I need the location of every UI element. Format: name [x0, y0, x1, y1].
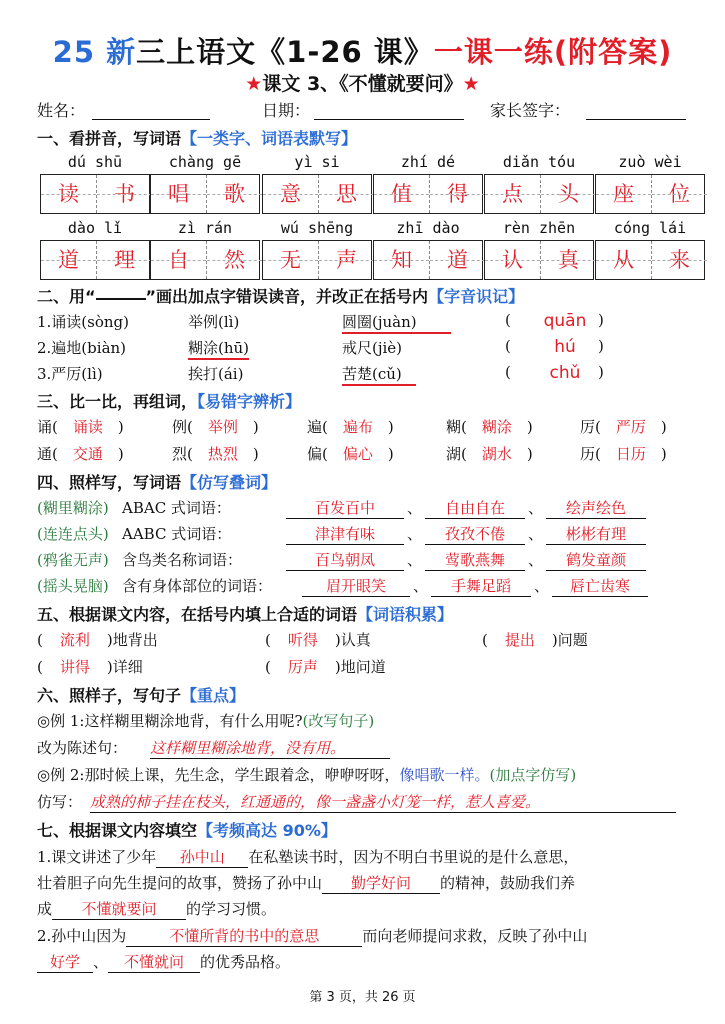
item-text: 地问道: [340, 658, 386, 676]
page-footer: 第 3 页，共 26 页: [309, 990, 416, 1005]
answer: 唇亡齿寒: [552, 575, 648, 597]
answer: chǔ: [549, 363, 581, 383]
answer: 交通: [72, 445, 103, 463]
char-answer: 真: [540, 241, 596, 279]
separator: 、: [407, 551, 423, 569]
star-icon: ★: [245, 73, 263, 95]
answer: 厉声: [287, 658, 318, 676]
char-box: [373, 240, 483, 280]
answer: 这样糊里糊涂地背，没有用。: [150, 737, 390, 759]
char-box: [40, 174, 150, 214]
section-2-title-b: ”画出加点字错误读音，并改正在括号内: [145, 287, 429, 306]
row-label: ABAC 式词语：: [122, 499, 231, 517]
section-5-title: 五、根据课文内容，在括号内填上合适的词语: [37, 605, 358, 624]
char: 诵: [37, 418, 53, 436]
para-text: 成: [37, 900, 53, 918]
para-text: 在私塾读书时，因为不明白书里说的是什么意思，: [248, 848, 579, 866]
char-answer: 意: [263, 175, 318, 213]
paren-open: (: [505, 337, 511, 355]
pinyin: diǎn tóu: [502, 153, 576, 171]
answer: 孙中山: [156, 846, 248, 868]
example-word: (糊里糊涂): [37, 499, 109, 517]
char-box: [150, 174, 260, 214]
example-word: (摇头晃脑): [37, 577, 109, 595]
pinyin: zhī dào: [396, 219, 460, 237]
item-text: 3.严厉(lì): [37, 365, 103, 383]
item-text: 1.诵读(sòng): [37, 313, 130, 331]
char: 烈: [172, 445, 188, 463]
char-answer: 知: [374, 241, 429, 279]
item-text-marked: 糊涂(hū): [188, 337, 249, 360]
char-answer: 座: [596, 175, 651, 213]
char-answer: 位: [651, 175, 707, 213]
answer: 彬彬有理: [546, 523, 646, 545]
answer: 手舞足蹈: [431, 575, 531, 597]
separator: 、: [413, 577, 429, 595]
parent-sign-field[interactable]: [586, 119, 686, 120]
item-text: 2.遍地(biàn): [37, 339, 127, 357]
item-text: 认真: [340, 631, 371, 649]
example-highlight: 像唱歌一样。: [399, 766, 490, 784]
answer: 不懂就问: [108, 951, 200, 973]
section-3-tag: 【易错字辨析】: [197, 392, 302, 411]
row-label: 含有身体部位的词语：: [122, 577, 273, 595]
section-4-title: 四、照样写，写词语: [37, 473, 182, 492]
answer: 鹤发童颜: [546, 549, 646, 571]
answer: 流利: [59, 631, 90, 649]
char: 历: [580, 445, 596, 463]
pinyin: yì si: [294, 153, 340, 171]
item-text: 地背出: [112, 631, 158, 649]
example-text: ◎例 1:这样糊里糊涂地背，有什么用呢?: [37, 712, 303, 730]
paren-open: (: [505, 311, 511, 329]
title-red: 一课一练(附答案): [433, 35, 673, 69]
example-note: (加点字仿写): [489, 766, 577, 784]
char-answer: 无: [263, 241, 318, 279]
char: 糊: [446, 418, 462, 436]
pinyin: dào lǐ: [67, 219, 123, 237]
row-label: AABC 式词语：: [122, 525, 232, 543]
char-box: [40, 240, 150, 280]
para-text: 1.课文讲述了少年: [37, 848, 157, 866]
answer: 糊涂: [481, 418, 512, 436]
section-7-heading: [37, 818, 725, 841]
section-4-tag: 【仿写叠词】: [181, 473, 278, 492]
answer-label: 仿写：: [37, 793, 83, 811]
pinyin: wú shēng: [280, 219, 354, 237]
char-box: [373, 174, 483, 214]
section-2-heading: [37, 284, 725, 307]
char-answer: 读: [41, 175, 96, 213]
section-6-title: 六、照样子，写句子: [37, 686, 182, 705]
answer: 莺歌燕舞: [425, 549, 525, 571]
section-5-tag: 【词语积累】: [357, 605, 454, 624]
separator: 、: [407, 499, 423, 517]
answer: 热烈: [207, 445, 238, 463]
section-7-title: 七、根据课文内容填空: [37, 821, 198, 840]
char-answer: 思: [318, 175, 374, 213]
para-text: 而向老师提问求救，反映了孙中山: [362, 927, 588, 945]
section-6-tag: 【重点】: [181, 686, 246, 705]
title-main: 三上语文《1-26 课》: [136, 35, 434, 69]
para-text: 壮着胆子向先生提问的故事，赞扬了孙中山: [37, 874, 323, 892]
char-answer: 认: [485, 241, 540, 279]
char-box: [150, 240, 260, 280]
example-text: ◎例 2:那时候上课，先生念，学生跟着念，咿咿呀呀，: [37, 766, 400, 784]
answer: 严厉: [615, 418, 646, 436]
underline-sample: [96, 298, 146, 300]
para-text: 的优秀品格。: [200, 953, 291, 971]
answer: 不懂就要问: [52, 898, 186, 920]
pinyin: zhí dé: [400, 153, 456, 171]
answer: 讲得: [59, 658, 90, 676]
char-answer: 道: [41, 241, 96, 279]
answer: 好学: [37, 951, 93, 973]
item-text-marked: 苦楚(cǔ): [342, 363, 416, 386]
example-word: (连连点头): [37, 525, 109, 543]
row-label: 含鸟类名称词语：: [122, 551, 243, 569]
separator: 、: [528, 499, 544, 517]
paren-close: ): [598, 363, 604, 381]
separator: 、: [407, 525, 423, 543]
section-2-tag: 【字音识记】: [428, 287, 525, 306]
section-2-title-a: 二、用“: [37, 287, 96, 306]
char: 例: [172, 418, 188, 436]
pinyin: zuò wèi: [618, 153, 682, 171]
answer: 遍布: [342, 418, 373, 436]
answer: 听得: [287, 631, 318, 649]
char-answer: 唱: [151, 175, 206, 213]
char-box: [484, 240, 594, 280]
char-answer: 道: [429, 241, 485, 279]
char-answer: 理: [96, 241, 152, 279]
name-field[interactable]: [92, 119, 210, 120]
answer: 湖水: [481, 445, 512, 463]
char-answer: 书: [96, 175, 152, 213]
item-text: 举例(lì): [188, 313, 240, 331]
paren-close: ): [598, 337, 604, 355]
char: 遍: [307, 418, 323, 436]
char-answer: 然: [206, 241, 262, 279]
char-answer: 声: [318, 241, 374, 279]
char-answer: 头: [540, 175, 596, 213]
section-1-tag: 【一类字、词语表默写】: [181, 129, 358, 148]
page-title: [0, 30, 725, 71]
char-box: [595, 240, 705, 280]
pinyin: cóng lái: [613, 219, 687, 237]
para-text: 的精神，鼓励我们养: [440, 874, 576, 892]
separator: 、: [93, 953, 109, 971]
separator: 、: [528, 551, 544, 569]
answer: hú: [554, 337, 576, 357]
section-4-heading: [37, 470, 725, 493]
char-answer: 歌: [206, 175, 262, 213]
para-text: 的学习习惯。: [186, 900, 277, 918]
char-answer: 从: [596, 241, 651, 279]
section-6-heading: [37, 683, 725, 706]
item-text: 挨打(ái): [188, 365, 244, 383]
section-7-tag: 【考频高达 90%】: [197, 821, 337, 840]
char: 偏: [307, 445, 323, 463]
section-5-heading: [37, 602, 725, 625]
answer: 勤学好问: [322, 872, 440, 894]
pinyin: zì rán: [177, 219, 233, 237]
name-label: 姓名：: [37, 101, 86, 120]
subtitle-text: 课文 3、《不懂就要问》: [262, 73, 463, 95]
item-text: 问题: [557, 631, 588, 649]
answer: 举例: [207, 418, 238, 436]
char-box: [262, 174, 372, 214]
char-answer: 值: [374, 175, 429, 213]
item-text-marked: 圆圈(juàn): [342, 311, 451, 334]
char-answer: 来: [651, 241, 707, 279]
lesson-subtitle: [0, 69, 725, 96]
char: 通: [37, 445, 53, 463]
section-1-title: 一、看拼音，写词语: [37, 129, 182, 148]
char-answer: 自: [151, 241, 206, 279]
answer: 日历: [615, 445, 646, 463]
answer: 眉开眼笑: [302, 575, 410, 597]
parent-sign-label: 家长签字：: [490, 101, 571, 120]
answer: 孜孜不倦: [425, 523, 525, 545]
pinyin: rèn zhēn: [502, 219, 576, 237]
title-new: 新: [106, 35, 137, 69]
char-answer: 点: [485, 175, 540, 213]
item-text: 详细: [112, 658, 143, 676]
char-box: [262, 240, 372, 280]
pinyin: chàng gē: [168, 153, 242, 171]
answer: quān: [543, 311, 587, 331]
example-note: (改写句子): [302, 712, 375, 730]
title-number: 25: [52, 35, 96, 69]
answer: 偏心: [342, 445, 373, 463]
pinyin: dú shū: [67, 153, 123, 171]
paren-open: (: [505, 363, 511, 381]
separator: 、: [534, 577, 550, 595]
char: 厉: [580, 418, 596, 436]
answer-label: 改为陈述句：: [37, 739, 128, 757]
answer: 提出: [504, 631, 535, 649]
answer: 津津有味: [286, 523, 404, 545]
example-word: (鸦雀无声): [37, 551, 109, 569]
date-label: 日期：: [262, 101, 311, 120]
star-icon: ★: [462, 73, 480, 95]
date-field[interactable]: [314, 119, 464, 120]
section-3-heading: [37, 389, 725, 412]
char-box: [595, 174, 705, 214]
answer: 自由自在: [425, 497, 525, 519]
para-text: 2.孙中山因为: [37, 927, 127, 945]
char: 湖: [446, 445, 462, 463]
answer: 成熟的柿子挂在枝头，红通通的，像一盏盏小灯笼一样，惹人喜爱。: [90, 791, 676, 813]
char-box: [484, 174, 594, 214]
answer: 绘声绘色: [546, 497, 646, 519]
section-3-title: 三、比一比，再组词，: [37, 392, 198, 411]
char-answer: 得: [429, 175, 485, 213]
answer: 不懂所背的书中的意思: [126, 925, 362, 947]
separator: 、: [528, 525, 544, 543]
paren-close: ): [598, 311, 604, 329]
answer: 百鸟朝凤: [286, 549, 404, 571]
answer: 诵读: [72, 418, 103, 436]
item-text: 戒尺(jiè): [342, 339, 403, 357]
section-1-heading: [37, 126, 725, 149]
answer: 百发百中: [286, 497, 404, 519]
